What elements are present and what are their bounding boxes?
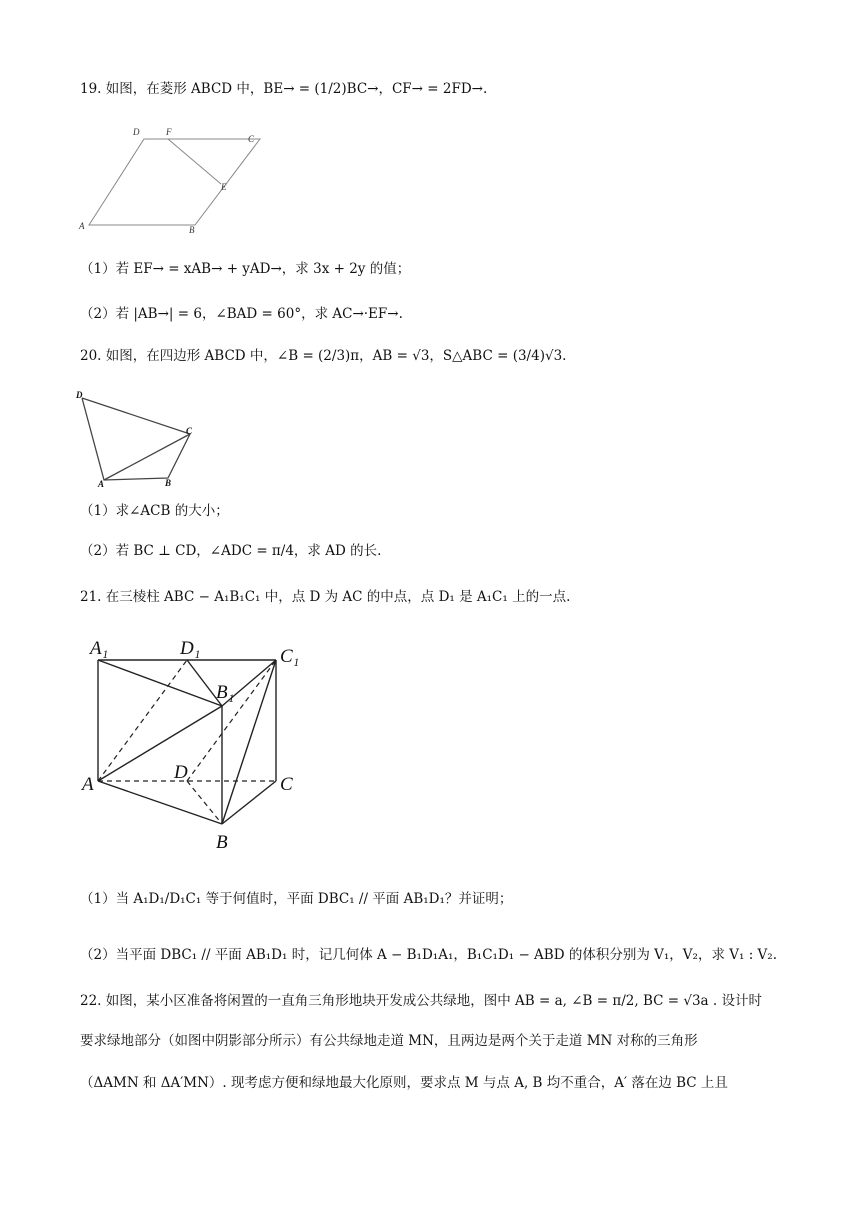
q19-label-c: C [248, 134, 255, 144]
q19-label-e: E [221, 182, 227, 192]
q21-prism-figure [80, 636, 320, 856]
q19-part1: （1）若 EF→ = xAB→ + yAD→，求 3x + 2y 的值； [80, 261, 411, 277]
q21-label-a: A [82, 774, 94, 795]
q21-label-b1: B₁ [216, 682, 235, 703]
q21-stem: 21. 在三棱柱 ABC − A₁B₁C₁ 中，点 D 为 AC 的中点，点 D₁ 是 A₁C₁ 上的一点. [80, 589, 571, 605]
q21-label-c1: C₁ [280, 646, 300, 667]
q21-label-c: C [280, 774, 293, 795]
q20-stem: 20. 如图，在四边形 ABCD 中，∠B = (2/3)π，AB = √3，S△ABC = (3/4)√3. [80, 348, 567, 364]
q20-label-b: B [165, 478, 172, 488]
q19-stem: 19. 如图，在菱形 ABCD 中，BE→ = (1/2)BC→，CF→ = 2FD→. [80, 81, 488, 97]
q19-label-d: D [133, 127, 140, 137]
q21-part2: （2）当平面 DBC₁ // 平面 AB₁D₁ 时，记几何体 A − B₁D₁A₁，B₁C₁D₁ − ABD 的体积分别为 V₁，V₂，求 V₁ : V₂. [80, 947, 777, 963]
q19-label-b: B [189, 225, 195, 235]
q21-label-d1: D₁ [180, 638, 201, 659]
q20-label-a: A [98, 479, 105, 488]
q21-label-b: B [216, 832, 228, 853]
q21-label-a1: A₁ [90, 638, 109, 659]
q20-label-d: D [76, 390, 83, 400]
q19-part2: （2）若 |AB→| = 6，∠BAD = 60°，求 AC→·EF→. [80, 306, 403, 322]
q19-rhombus-figure [75, 125, 275, 235]
q19-label-f: F [166, 127, 172, 137]
q20-part1: （1）求∠ACB 的大小； [80, 503, 229, 519]
q19-label-a: A [79, 221, 85, 231]
q21-part1: （1）当 A₁D₁/D₁C₁ 等于何值时，平面 DBC₁ // 平面 AB₁D₁？并证明； [80, 891, 513, 907]
q21-label-d: D [174, 762, 188, 783]
q20-label-c: C [186, 426, 193, 436]
q20-quadrilateral-figure [72, 388, 202, 488]
q22-line1: 22. 如图，某小区准备将闲置的一直角三角形地块开发成公共绿地，图中 AB = a, ∠B = π/2, BC = √3a . 设计时 [80, 993, 762, 1009]
q20-part2: （2）若 BC ⊥ CD，∠ADC = π/4，求 AD 的长. [80, 543, 382, 559]
q22-line2: 要求绿地部分（如图中阴影部分所示）有公共绿地走道 MN，且两边是两个关于走道 MN 对称的三角形 [80, 1033, 698, 1049]
q22-line3: （ΔAMN 和 ΔA′MN）. 现考虑方便和绿地最大化原则，要求点 M 与点 A, B 均不重合，A′ 落在边 BC 上且 [80, 1075, 728, 1091]
